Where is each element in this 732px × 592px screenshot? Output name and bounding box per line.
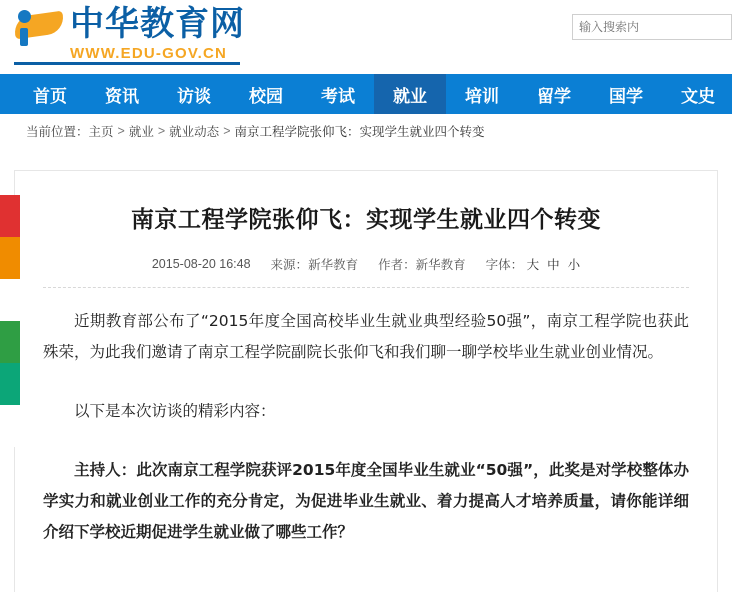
side-strip-block-red[interactable]: [0, 195, 20, 237]
breadcrumb-item-employment-news[interactable]: 就业动态: [169, 125, 220, 139]
search-box[interactable]: [572, 14, 732, 40]
logo-mark-icon: [14, 8, 66, 48]
fontsize-options: [527, 255, 581, 273]
logo-text: [70, 4, 245, 62]
side-strip-block-white: [0, 405, 20, 447]
article-fontsize-control: [486, 255, 581, 273]
search-input[interactable]: [573, 15, 731, 39]
side-strip-block-orange[interactable]: [0, 237, 20, 279]
breadcrumb-separator: >: [223, 124, 231, 138]
article-paragraph: 以下是本次访谈的精彩内容：: [74, 402, 276, 420]
breadcrumb: [0, 114, 732, 148]
nav-item-home[interactable]: 首页: [33, 86, 67, 106]
article-title: 南京工程学院张仰飞：实现学生就业四个转变: [131, 207, 601, 233]
article-body: [43, 306, 689, 548]
side-strip-block-green[interactable]: [0, 321, 20, 363]
article-author: [378, 255, 466, 273]
meta-divider: [43, 287, 689, 288]
nav-item-news[interactable]: 资讯: [105, 86, 139, 106]
fontsize-small-button[interactable]: 小: [567, 258, 581, 272]
nav-item-training[interactable]: 培训: [465, 86, 499, 106]
nav-item-campus[interactable]: 校园: [249, 86, 283, 106]
article-paragraph: 近期教育部公布了“2015年度全国高校毕业生就业典型经验50强”，南京工程学院也获此殊荣，为此我们邀请了南京工程学院副院长张仰飞和我们聊一聊学校毕业生就业创业情况。: [43, 312, 689, 361]
article-paragraph: 主持人：此次南京工程学院获评2015年度全国毕业生就业“50强”，此奖是对学校整体办学实力和就业创业工作的充分肯定，为促进毕业生就业、着力提高人才培养质量，请你能详细介绍下学校近期促进学生就业做了哪些工作？: [43, 461, 689, 541]
breadcrumb-item-employment[interactable]: 就业: [128, 125, 154, 139]
article-author-label: 作者：: [378, 258, 416, 272]
nav-item-employment[interactable]: 就业: [374, 74, 446, 114]
logo-underline-rule: [14, 62, 240, 65]
nav-item-exam[interactable]: 考试: [321, 86, 355, 106]
article-source-value: 新华教育: [308, 258, 359, 272]
breadcrumb-item-home[interactable]: 主页: [88, 125, 114, 139]
logo-website-url: WWW.EDU-GOV.CN: [70, 45, 228, 62]
side-strip-block-teal[interactable]: [0, 363, 20, 405]
fontsize-large-button[interactable]: 大: [526, 258, 540, 272]
side-strip-block-white: [0, 279, 20, 321]
nav-item-interview[interactable]: 访谈: [177, 86, 211, 106]
article-date: 2015-08-20 16:48: [151, 257, 251, 271]
article: [15, 171, 717, 548]
article-container: [14, 170, 718, 592]
fontsize-medium-button[interactable]: 中: [547, 258, 560, 272]
breadcrumb-current: 南京工程学院张仰飞：实现学生就业四个转变: [234, 125, 485, 139]
logo-chinese-name: 中华教育网: [70, 4, 245, 44]
article-author-value: 新华教育: [415, 258, 466, 272]
breadcrumb-separator: >: [117, 124, 125, 138]
nav-item-literature-history[interactable]: 文史: [681, 86, 715, 106]
site-logo[interactable]: [14, 4, 245, 62]
article-meta: [43, 255, 689, 273]
nav-item-study-abroad[interactable]: 留学: [537, 86, 571, 106]
main-nav: [0, 74, 732, 114]
article-fontsize-label: 字体：: [485, 258, 524, 272]
article-source: [271, 255, 359, 273]
side-share-strip: [0, 195, 20, 447]
article-source-label: 来源：: [270, 258, 309, 272]
breadcrumb-separator: >: [157, 124, 166, 138]
site-header: [0, 0, 732, 74]
nav-item-sinology[interactable]: 国学: [609, 86, 643, 106]
breadcrumb-prefix: 当前位置：: [26, 125, 89, 139]
